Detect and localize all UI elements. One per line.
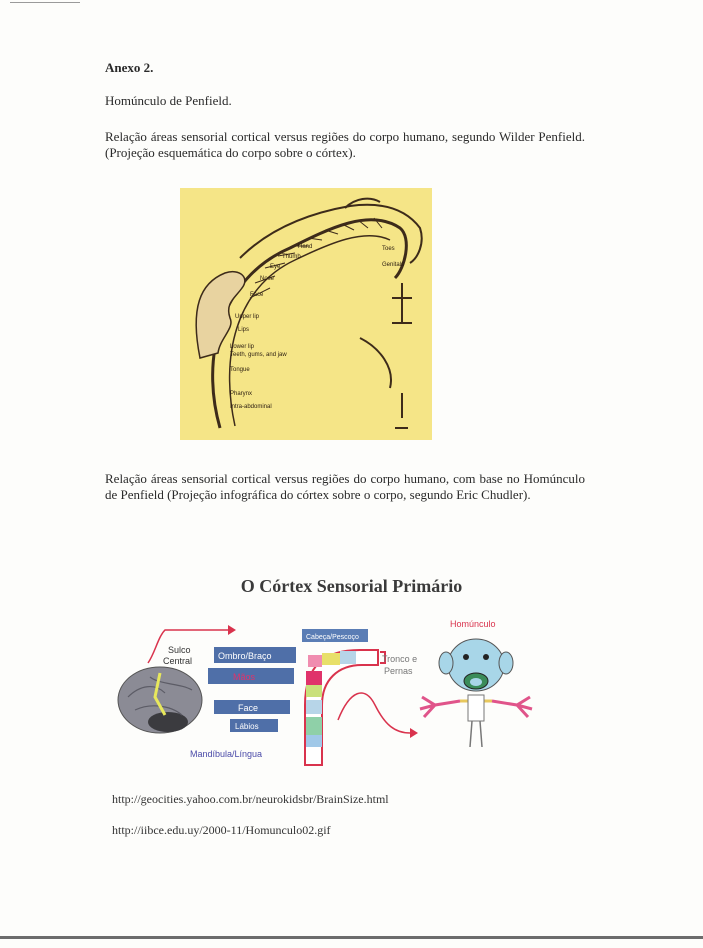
pernas-label: Pernas	[384, 666, 413, 676]
svg-text:Cabeça/Pescoço: Cabeça/Pescoço	[306, 634, 359, 641]
bottom-scan-edge	[0, 936, 703, 939]
svg-text:Face: Face	[238, 703, 259, 713]
cortex-figure-title: O Córtex Sensorial Primário	[240, 576, 463, 596]
homunculo-label: Homúnculo	[450, 619, 496, 629]
reference-url-2[interactable]: http://iibce.edu.uy/2000-11/Homunculo02.gif	[112, 823, 331, 837]
penfield-homunculus-figure	[180, 188, 432, 440]
label-nose: Nose	[260, 276, 275, 282]
sulco-label: Sulco	[168, 645, 191, 655]
label-thumb: Thumb	[282, 254, 301, 260]
label-tongue: Tongue	[230, 367, 250, 373]
annex-label: Anexo 2.	[105, 60, 154, 75]
sensory-cortex-infographic	[110, 605, 540, 775]
label-lips: Lips	[238, 327, 250, 333]
homunculus-figure	[420, 639, 532, 747]
top-rule	[10, 2, 80, 3]
paragraph-penfield: Relação áreas sensorial cortical versus regiões do corpo humano, segundo Wilder Penfield. (Projeção esquemática do corpo sobre o córtex).	[105, 129, 585, 160]
label-upper-lip: Upper lip	[235, 314, 260, 320]
label-teeth: Teeth, gums, and jaw	[230, 352, 287, 358]
tronco-label: Tronco e	[382, 654, 418, 664]
label-intra-abdominal: Intra-abdominal	[230, 404, 272, 410]
reference-url-1[interactable]: http://geocities.yahoo.com.br/neurokidsbr/BrainSize.html	[112, 792, 389, 806]
label-genitals: Genitals	[382, 262, 405, 268]
paragraph-chudler: Relação áreas sensorial cortical versus regiões do corpo humano, com base no Homúnculo de Penfield (Projeção infográfica do córtex sobre o corpo, segundo Eric Chudler).	[105, 471, 585, 502]
label-lower-lip: Lower lip	[230, 344, 255, 350]
label-hand: Hand	[298, 244, 313, 250]
svg-text:Lábios: Lábios	[235, 722, 259, 731]
section-title: Homúnculo de Penfield.	[105, 93, 232, 108]
svg-text:Mãos: Mãos	[233, 672, 256, 682]
label-pharynx: Pharynx	[230, 391, 253, 397]
svg-text:Ombro/Braço: Ombro/Braço	[218, 651, 272, 661]
central-label: Central	[163, 656, 193, 666]
label-eye: Eye	[270, 264, 281, 270]
label-face: Face	[250, 292, 264, 298]
label-toes: Toes	[382, 246, 395, 252]
mandibula-label: Mandíbula/Língua	[190, 749, 263, 759]
